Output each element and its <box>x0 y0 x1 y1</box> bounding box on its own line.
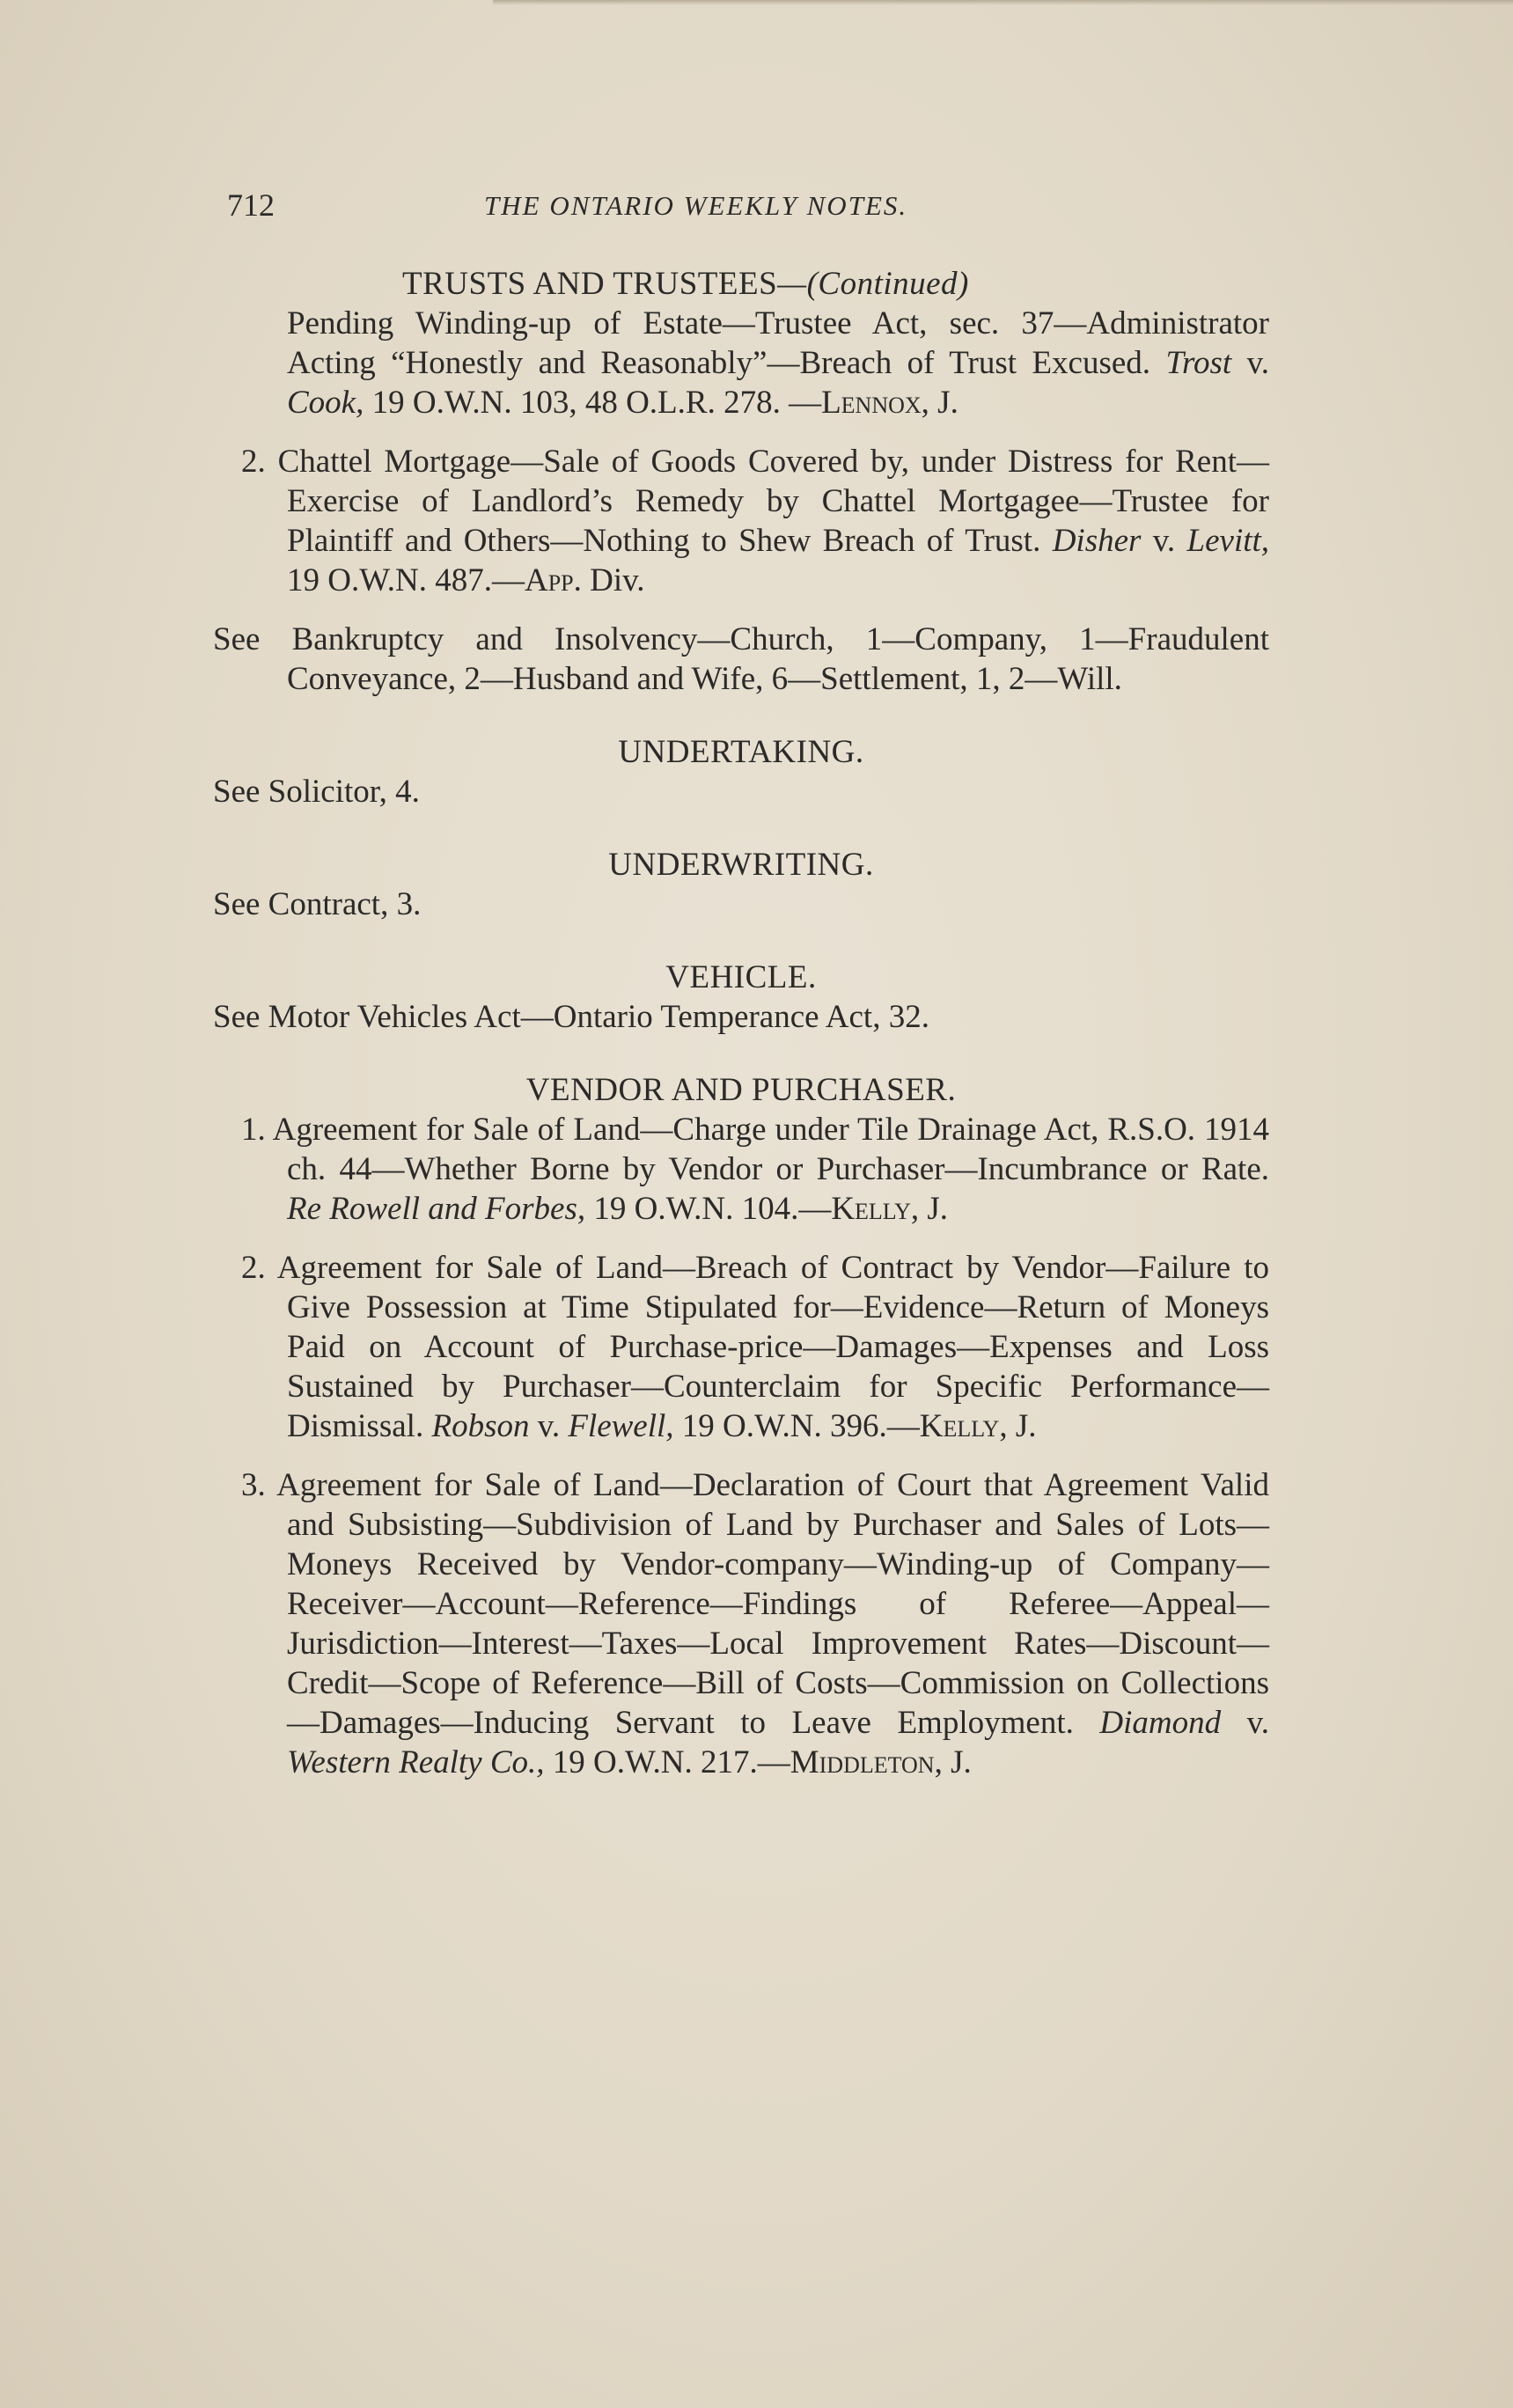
section-heading-undertaking: UNDERTAKING. <box>618 734 864 770</box>
court-tail: Div. <box>581 562 645 598</box>
judge-name: Middleton <box>790 1744 935 1780</box>
judge-name: Kelly <box>831 1191 911 1227</box>
case-v: v. <box>1246 345 1269 381</box>
vendor-entry-2 <box>213 1248 1269 1446</box>
judge-dash: — <box>789 385 822 421</box>
trusts-see-also: See Bankruptcy and Insolvency—Church, 1—Company, 1—Fraudulent Conveyance, 2—Husband and Wife, 6—Settlement, 1, 2—Will. <box>213 621 1269 697</box>
case-party: Cook, <box>287 385 364 421</box>
citation: 19 O.W.N. 396.— <box>681 1408 920 1444</box>
entry-number: 3. <box>241 1467 266 1503</box>
judge-name: Kelly <box>919 1408 1000 1444</box>
judge-title: , J. <box>999 1408 1037 1444</box>
heading-text: TRUSTS AND TRUSTEES <box>402 266 778 302</box>
entry-text: Agreement for Sale of Land—Declaration of Court that Agreement Valid and Subsisting—Subdivision of Land by Purchaser and Sales of Lots—Moneys Received by Vendor-company—Winding-up of Company—Receiver—Account—Reference—Findings of Referee—Appeal—Jurisdiction—Interest—Taxes—Local Improvement Rates—Discount—Credit—Scope of Reference—Bill of Costs—Commission on Collections—Damages—Inducing Servant to Leave Employment. <box>276 1467 1269 1741</box>
judge-title: , J. <box>934 1744 972 1780</box>
entry-text: Agreement for Sale of Land—Charge under Tile Drainage Act, R.S.O. 1914 ch. 44—Whether Borne by Vendor or Purchaser—Incumbrance or Rate. <box>272 1112 1269 1187</box>
vehicle-see-also: See Motor Vehicles Act—Ontario Temperance Act, 32. <box>213 999 929 1035</box>
case-name: Re Rowell and Forbes, <box>287 1191 586 1227</box>
entry-text: Agreement for Sale of Land—Breach of Contract by Vendor—Failure to Give Possession at Time Stipulated for—Evidence—Return of Moneys Paid on Account of Purchase-price—Damages—Expenses and Loss Sustained by Purchaser—Counterclaim for Specific Performance—Dismissal. <box>276 1250 1270 1444</box>
running-head <box>227 187 1283 231</box>
section-heading-trusts <box>213 264 1269 304</box>
case-v: v. <box>537 1408 561 1444</box>
judge-title: , J. <box>910 1191 949 1227</box>
case-v: v. <box>1246 1705 1270 1741</box>
journal-title: THE ONTARIO WEEKLY NOTES. <box>484 190 908 221</box>
citation: 19 O.W.N. 217.— <box>552 1744 790 1780</box>
case-party: Disher <box>1052 523 1142 559</box>
case-party: Levitt, <box>1186 523 1270 559</box>
page-number: 712 <box>227 187 275 223</box>
index-content <box>213 264 1269 1782</box>
citation: 19 O.W.N. 103, 48 O.L.R. 278. <box>371 385 781 421</box>
trusts-entry-1 <box>213 304 1269 422</box>
citation: 19 O.W.N. 104.— <box>593 1191 832 1227</box>
vendor-entry-3 <box>213 1465 1269 1782</box>
entry-number: 2. <box>241 1250 266 1286</box>
citation: 19 O.W.N. 487.— <box>287 562 525 598</box>
entry-text: Chattel Mortgage—Sale of Goods Covered by, under Distress for Rent—Exercise of Landlord’s Remedy by Chattel Mortgagee—Trustee for Plaintiff and Others—Nothing to Shew Breach of Trust. <box>277 444 1270 559</box>
entry-number: 1. <box>241 1112 266 1148</box>
case-party: Western Realty Co., <box>287 1744 545 1780</box>
heading-continued: —(Continued) <box>777 266 969 302</box>
court-name: App. <box>524 562 582 598</box>
section-heading-underwriting: UNDERWRITING. <box>608 847 874 883</box>
undertaking-see-also: See Solicitor, 4. <box>213 774 420 810</box>
entry-text: Pending Winding-up of Estate—Trustee Act, sec. 37—Administrator Acting “Honestly and Reasonably”—Breach of Trust Excused. <box>287 305 1269 381</box>
section-heading-vendor-purchaser: VENDOR AND PURCHASER. <box>525 1072 957 1108</box>
case-party: Trost <box>1165 345 1232 381</box>
judge-name: Lennox <box>821 385 922 421</box>
trusts-entry-2 <box>213 442 1269 600</box>
underwriting-see-also: See Contract, 3. <box>213 886 422 922</box>
vendor-entry-1 <box>213 1110 1269 1229</box>
case-v: v. <box>1152 523 1176 559</box>
case-party: Robson <box>431 1408 530 1444</box>
section-heading-vehicle: VEHICLE. <box>665 959 817 995</box>
case-party: Diamond <box>1099 1705 1222 1741</box>
judge-title: , J. <box>921 385 958 421</box>
entry-number: 2. <box>241 444 266 480</box>
case-party: Flewell, <box>568 1408 674 1444</box>
page-edge-shadow <box>493 0 1513 5</box>
